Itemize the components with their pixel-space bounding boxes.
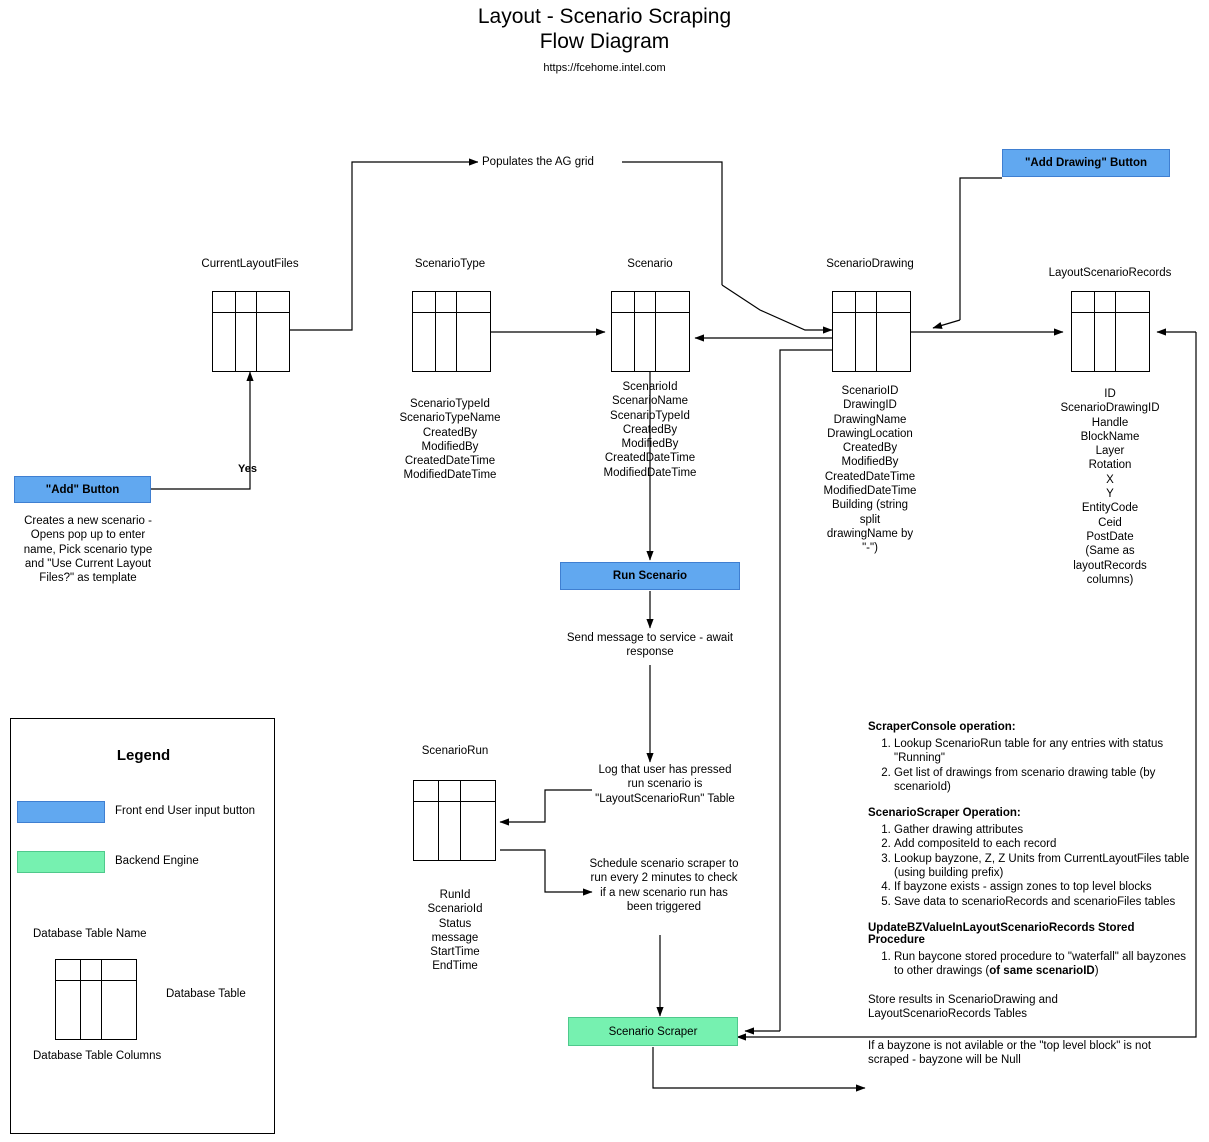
legend-label-table-name: Database Table Name — [33, 928, 147, 940]
columns-scenario-run: RunId ScenarioId Status message StartTime EndTime — [427, 889, 483, 973]
table-layout-scenario-records — [1071, 291, 1150, 372]
run-scenario-button[interactable]: Run Scenario — [560, 562, 740, 590]
legend-swatch-backend — [17, 851, 105, 873]
list-item: 5. Save data to scenarioRecords and scenarioFiles tables — [894, 895, 1198, 909]
operation-heading-update-bz-value: UpdateBZValueInLayoutScenarioRecords Stored Procedure — [868, 921, 1135, 946]
add-button-note: Creates a new scenario - Opens pop up to enter name, Pick scenario type and "Use Current Layout Files?" as template — [23, 515, 153, 585]
operation-heading-scraper-console: ScraperConsole operation: — [868, 721, 1016, 733]
list-item: 3. Lookup bayzone, Z, Z Units from CurrentLayoutFiles table (using building prefix) — [894, 852, 1198, 881]
legend — [10, 718, 275, 1134]
list-item: 4. If bayzone exists - assign zones to top level blocks — [894, 880, 1198, 894]
table-label-scenario-run: ScenarioRun — [421, 745, 489, 757]
list-item: 1. Lookup ScenarioRun table for any entries with status "Running" — [894, 737, 1198, 766]
operations-panel — [868, 721, 1198, 1068]
table-scenario-run — [413, 780, 496, 861]
columns-scenario-type: ScenarioTypeId ScenarioTypeName CreatedBy ModifiedBy CreatedDateTime ModifiedDateTime — [399, 398, 501, 482]
list-item: 2. Get list of drawings from scenario drawing table (by scenarioId) — [894, 766, 1198, 795]
list-item: 1. Gather drawing attributes — [894, 823, 1198, 837]
annotation-store-results: Store results in ScenarioDrawing and LayoutScenarioRecords Tables — [868, 993, 1058, 1020]
legend-label-frontend: Front end User input button — [115, 805, 255, 817]
annotation-bayzone-null: If a bayzone is not avilable or the "top level block" is not scraped - bayzone will be Null — [868, 1040, 1152, 1067]
legend-title: Legend — [116, 747, 171, 764]
annotation-yes: Yes — [238, 463, 257, 475]
operation-steps-update-bz-value — [868, 950, 1198, 979]
annotation-send-message: Send message to service - await response — [566, 632, 734, 659]
legend-swatch-frontend — [17, 801, 105, 823]
columns-layout-scenario-records: ID ScenarioDrawingID Handle BlockName Layer Rotation X Y EntityCode Ceid PostDate (Same as layoutRecords columns) — [1060, 388, 1160, 586]
table-label-layout-scenario-records: LayoutScenarioRecords — [1048, 267, 1172, 279]
columns-scenario-drawing: ScenarioID DrawingID DrawingName DrawingLocation CreatedBy ModifiedBy CreatedDateTime ModifiedDateTime Building (string split drawingName by "-") — [823, 385, 917, 555]
table-current-layout-files — [212, 291, 290, 372]
legend-table-sample — [55, 959, 137, 1040]
operation-steps-scenario-scraper — [868, 823, 1198, 909]
table-scenario — [611, 291, 690, 372]
scenario-scraper-node[interactable]: Scenario Scraper — [568, 1017, 738, 1046]
list-item: 1. Run baycone stored procedure to "waterfall" all bayzones to other drawings (of same scenarioID) — [894, 950, 1198, 979]
legend-label-table-columns: Database Table Columns — [33, 1050, 162, 1062]
columns-scenario: ScenarioId ScenarioName ScenarioTypeId CreatedBy ModifiedBy CreatedDateTime ModifiedDateTime — [603, 381, 697, 479]
title-line-2: Flow Diagram — [539, 30, 670, 53]
table-label-current-layout-files: CurrentLayoutFiles — [201, 258, 299, 270]
table-label-scenario: Scenario — [627, 258, 673, 270]
title-line-1: Layout - Scenario Scraping — [477, 5, 732, 28]
annotation-schedule-scraper: Schedule scenario scraper to run every 2 minutes to check if a new scenario run has been triggered — [589, 858, 739, 913]
legend-label-backend: Backend Engine — [115, 855, 199, 867]
operation-steps-scraper-console — [868, 737, 1198, 794]
page-title — [0, 4, 1209, 54]
add-drawing-button[interactable]: "Add Drawing" Button — [1002, 149, 1170, 177]
page-url: https://fcehome.intel.com — [543, 62, 666, 74]
table-scenario-drawing — [832, 291, 911, 372]
add-button[interactable]: "Add" Button — [14, 476, 151, 503]
annotation-log-run: Log that user has pressed run scenario is "LayoutScenarioRun" Table — [595, 764, 735, 805]
list-item: 2. Add compositeId to each record — [894, 837, 1198, 851]
operation-heading-scenario-scraper: ScenarioScraper Operation: — [868, 807, 1021, 820]
table-label-scenario-drawing: ScenarioDrawing — [826, 258, 914, 270]
annotation-populates-ag-grid: Populates the AG grid — [478, 156, 598, 168]
table-label-scenario-type: ScenarioType — [414, 258, 486, 270]
legend-label-table: Database Table — [166, 988, 246, 1000]
table-scenario-type — [412, 291, 491, 372]
